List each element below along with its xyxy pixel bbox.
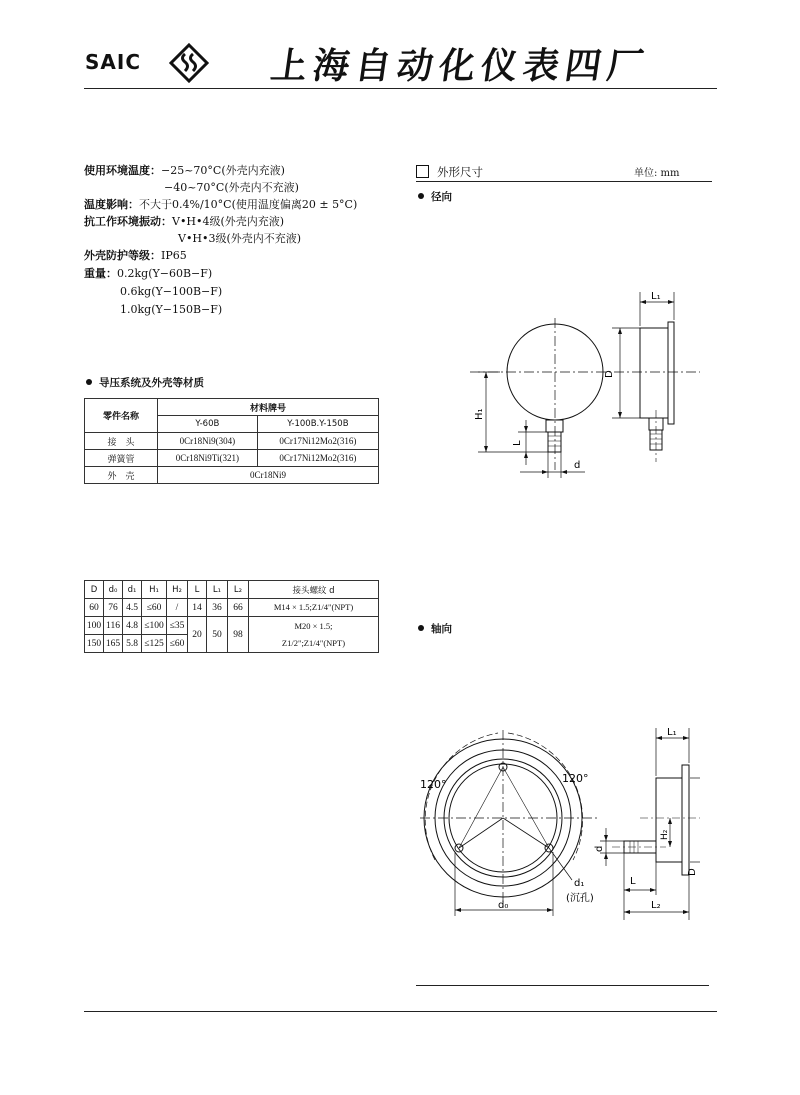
table-row bbox=[85, 433, 379, 450]
table-cell: 4.8 bbox=[123, 617, 142, 635]
table-cell: ≤35 bbox=[167, 617, 188, 635]
axial-view-drawing bbox=[410, 720, 710, 925]
table-cell: 60 bbox=[85, 599, 104, 617]
dim-label-d-thread: d bbox=[594, 845, 605, 852]
angle-label-right: 120° bbox=[562, 772, 589, 785]
dim-label-h1: H₁ bbox=[474, 408, 485, 420]
dim-label-sink-hole: (沉孔) bbox=[566, 893, 594, 904]
saic-logo-icon bbox=[169, 43, 209, 83]
table-cell bbox=[249, 617, 379, 653]
table-cell: 100 bbox=[85, 617, 104, 635]
axial-heading bbox=[418, 621, 452, 636]
spec-value: 不大于0.4%/10°C(使用温度偏离20 ± 5°C) bbox=[139, 198, 358, 211]
dim-label-l2: L₂ bbox=[651, 900, 661, 911]
table-row bbox=[85, 617, 379, 635]
table-cell: ≤100 bbox=[142, 617, 167, 635]
column-header: d₀ bbox=[104, 581, 123, 599]
axial-label: 轴向 bbox=[431, 623, 452, 635]
table-cell: 0Cr17Ni12Mo2(316) bbox=[257, 450, 378, 467]
table-header-row bbox=[85, 581, 379, 599]
table-row bbox=[85, 599, 379, 617]
bullet-icon bbox=[86, 379, 92, 385]
table-cell: ≤125 bbox=[142, 635, 167, 653]
thread-line: Z1/2";Z1/4"(NPT) bbox=[281, 637, 346, 648]
table-cell: 0Cr18Ni9Ti(321) bbox=[158, 450, 258, 467]
table-cell: 14 bbox=[188, 599, 207, 617]
column-header-y100b: Y-100B.Y-150B bbox=[257, 416, 378, 433]
section-divider bbox=[416, 181, 712, 182]
dim-label-d1: d₁ bbox=[574, 878, 585, 889]
spec-value: 0.2kg(Y−60B−F) bbox=[117, 267, 213, 280]
column-header: D bbox=[85, 581, 104, 599]
table-cell: ≤60 bbox=[167, 635, 188, 653]
spec-label: 使用环境温度： bbox=[84, 164, 161, 177]
table-cell: 165 bbox=[104, 635, 123, 653]
materials-heading bbox=[86, 375, 204, 390]
spec-vibration bbox=[84, 213, 284, 230]
column-header: L₂ bbox=[228, 581, 249, 599]
dim-label-l1: L₁ bbox=[651, 291, 661, 302]
spec-label: 抗工作环境振动： bbox=[84, 215, 172, 228]
spec-ambient-temp-2: −40~70°C(外壳内不充液) bbox=[164, 181, 299, 194]
table-cell: 20 bbox=[188, 617, 207, 653]
dim-label-l1: L₁ bbox=[667, 727, 677, 738]
material-grade-header: 材料牌号 bbox=[158, 399, 379, 416]
part-name: 弹簧管 bbox=[85, 450, 158, 467]
dim-label-l: L bbox=[512, 440, 523, 446]
spec-ambient-temp bbox=[84, 162, 285, 179]
dim-label-d0: d₀ bbox=[498, 900, 509, 911]
materials-table bbox=[84, 398, 379, 484]
spec-value: V•H•4级(外壳内充液) bbox=[172, 215, 285, 228]
table-cell: 0Cr17Ni12Mo2(316) bbox=[257, 433, 378, 450]
spec-value: IP65 bbox=[161, 249, 187, 262]
radial-label: 径向 bbox=[431, 191, 452, 203]
spec-vibration-2: V•H•3级(外壳内不充液) bbox=[178, 232, 302, 245]
dim-label-l: L bbox=[630, 876, 636, 887]
footer-divider bbox=[84, 1011, 717, 1012]
column-header: d₁ bbox=[123, 581, 142, 599]
unit-label: 单位: mm bbox=[634, 168, 680, 179]
table-cell: 66 bbox=[228, 599, 249, 617]
spec-label: 重量： bbox=[84, 267, 117, 280]
table-cell: 4.5 bbox=[123, 599, 142, 617]
part-name-header: 零件名称 bbox=[85, 399, 158, 433]
table-cell: ≤60 bbox=[142, 599, 167, 617]
table-cell: M14 × 1.5;Z1/4"(NPT) bbox=[249, 599, 379, 617]
dimensions-table bbox=[84, 580, 379, 653]
outline-title: 外形尺寸 bbox=[437, 165, 483, 179]
materials-title: 导压系统及外壳等材质 bbox=[99, 377, 204, 389]
dim-label-d-thread: d bbox=[574, 460, 581, 471]
table-cell: 76 bbox=[104, 599, 123, 617]
radial-heading bbox=[418, 189, 452, 204]
part-name: 外 壳 bbox=[85, 467, 158, 484]
table-cell: 98 bbox=[228, 617, 249, 653]
checkbox-square-icon bbox=[416, 165, 429, 178]
table-cell: 5.8 bbox=[123, 635, 142, 653]
column-header: H₂ bbox=[167, 581, 188, 599]
company-name: 上海自动化仪表四厂 bbox=[268, 46, 653, 87]
bullet-icon bbox=[418, 193, 424, 199]
spec-label: 外壳防护等级： bbox=[84, 249, 161, 262]
column-header: 接头螺纹 d bbox=[249, 581, 379, 599]
spec-value: −25~70°C(外壳内充液) bbox=[161, 164, 285, 177]
thread-line: M20 × 1.5; bbox=[294, 620, 333, 631]
table-cell: 50 bbox=[207, 617, 228, 653]
table-cell: 0Cr18Ni9 bbox=[158, 467, 379, 484]
section-divider bbox=[416, 985, 709, 986]
logo-text: SAIC bbox=[85, 50, 142, 74]
table-cell: / bbox=[167, 599, 188, 617]
table-cell: 0Cr18Ni9(304) bbox=[158, 433, 258, 450]
table-cell: 36 bbox=[207, 599, 228, 617]
outline-heading bbox=[416, 161, 483, 180]
dim-label-h2: H₂ bbox=[660, 829, 670, 840]
bullet-icon bbox=[418, 625, 424, 631]
spec-temp-effect bbox=[84, 196, 357, 213]
spec-weight-2: 0.6kg(Y−100B−F) bbox=[120, 285, 223, 298]
dim-label-d-diameter: D bbox=[604, 370, 615, 378]
table-row bbox=[85, 467, 379, 484]
header-divider bbox=[84, 88, 717, 89]
column-header-y60b: Y-60B bbox=[158, 416, 258, 433]
part-name: 接 头 bbox=[85, 433, 158, 450]
spec-weight bbox=[84, 265, 212, 282]
spec-weight-3: 1.0kg(Y−150B−F) bbox=[120, 303, 223, 316]
table-row bbox=[85, 450, 379, 467]
column-header: L₁ bbox=[207, 581, 228, 599]
column-header: L bbox=[188, 581, 207, 599]
dim-label-d-diameter: D bbox=[687, 868, 698, 876]
angle-label-left: 120° bbox=[420, 778, 447, 791]
column-header: H₁ bbox=[142, 581, 167, 599]
spec-label: 温度影响： bbox=[84, 198, 139, 211]
radial-view-drawing bbox=[455, 280, 715, 480]
table-cell: 150 bbox=[85, 635, 104, 653]
spec-protection bbox=[84, 247, 187, 264]
table-cell: 116 bbox=[104, 617, 123, 635]
